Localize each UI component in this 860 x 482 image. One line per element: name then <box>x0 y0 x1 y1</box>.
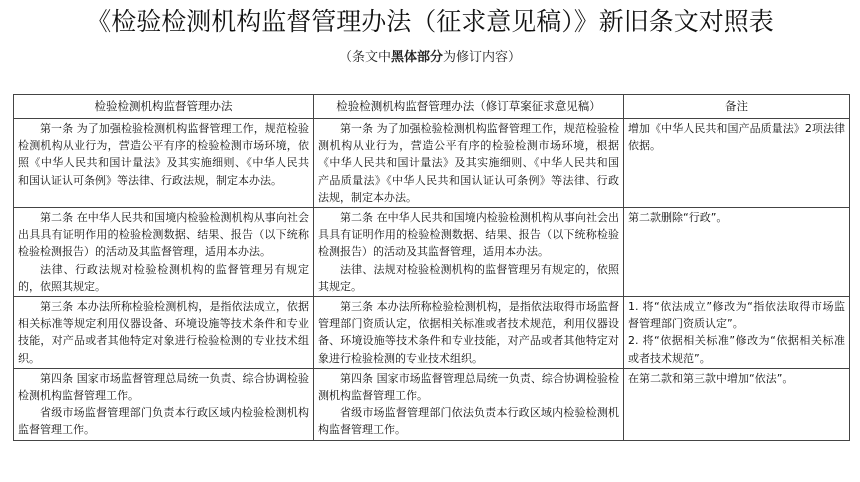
paragraph: 法律、法规对检验检测机构的监督管理另有规定的，依照其规定。 <box>318 262 619 293</box>
paragraph: 省级市场监督管理部门负责本行政区域内检验检测机构监督管理工作。 <box>18 406 309 437</box>
note-cell <box>624 297 850 369</box>
document-subtitle <box>0 48 860 68</box>
old-text-cell <box>14 119 314 208</box>
paragraph: 第一条 为了加强检验检测机构监督管理工作，规范检验检测机构从业行为，营造公平有序的检验检测市场环境，依照《中华人民共和国计量法》及其实施细则、《中华人民共和国认证认可条例》等法律、行政法规，制定本办法。 <box>18 122 309 187</box>
paragraph: 第一条 为了加强检验检测机构监督管理工作，规范检验检测机构从业行为，营造公平有序的检验检测市场环境，根据《中华人民共和国计量法》及其实施细则、《中华人民共和国产品质量法》《中华人民共和国认证认可条例》等法律、行政法规，制定本办法。 <box>318 122 619 204</box>
table-row <box>14 208 850 297</box>
subtitle-prefix: （条文中 <box>338 50 391 65</box>
new-text-cell <box>314 297 624 369</box>
paragraph: 第二条 在中华人民共和国境内检验检测机构从事向社会出具具有证明作用的检验检测数据、结果、报告（以下统称检验检测报告）的活动及其监督管理，适用本办法。 <box>318 211 619 259</box>
note-text: 1. 将“依法成立”修改为“指依法取得市场监督管理部门资质认定”。 <box>628 300 845 331</box>
header-new: 检验检测机构监督管理办法（修订草案征求意见稿） <box>314 95 624 119</box>
header-old: 检验检测机构监督管理办法 <box>14 95 314 119</box>
table-header-row <box>14 95 850 119</box>
old-text-cell <box>14 208 314 297</box>
note-cell <box>624 208 850 297</box>
note-text: 第二款删除“行政”。 <box>628 211 728 225</box>
paragraph: 省级市场监督管理部门依法负责本行政区域内检验检测机构监督管理工作。 <box>318 406 619 437</box>
new-text-cell <box>314 368 624 440</box>
subtitle-bold: 黑体部分 <box>390 50 443 65</box>
note-cell <box>624 368 850 440</box>
note-text: 在第二款和第三款中增加“依法”。 <box>628 371 794 385</box>
note-text: 2. 将“依据相关标准”修改为“依据相关标准或者技术规范”。 <box>628 334 845 365</box>
header-note: 备注 <box>624 95 850 119</box>
paragraph: 第四条 国家市场监督管理总局统一负责、综合协调检验检测机构监督管理工作。 <box>318 371 619 403</box>
paragraph: 第二条 在中华人民共和国境内检验检测机构从事向社会出具具有证明作用的检验检测数据、结果、报告（以下统称检验检测报告）的活动及其监督管理，适用本办法。 <box>18 211 309 259</box>
new-text-cell <box>314 119 624 208</box>
old-text-cell <box>14 368 314 440</box>
note-cell <box>624 119 850 208</box>
old-text-cell <box>14 297 314 369</box>
paragraph: 第四条 国家市场监督管理总局统一负责、综合协调检验检测机构监督管理工作。 <box>18 371 309 403</box>
paragraph: 第三条 本办法所称检验检测机构，是指依法成立，依据相关标准等规定利用仪器设备、环境设施等技术条件和专业技能，对产品或者其他特定对象进行检验检测的专业技术组织。 <box>18 300 309 365</box>
table-row <box>14 368 850 440</box>
document-title: 《检验检测机构监督管理办法（征求意见稿）》新旧条文对照表 <box>86 7 774 36</box>
table-row <box>14 119 850 208</box>
note-text: 增加《中华人民共和国产品质量法》2项法律依据。 <box>628 122 845 153</box>
comparison-table <box>13 94 850 441</box>
subtitle-suffix: 为修订内容） <box>443 50 522 65</box>
table-row <box>14 297 850 369</box>
new-text-cell <box>314 208 624 297</box>
paragraph: 法律、行政法规对检验检测机构的监督管理另有规定的，依照其规定。 <box>18 262 309 293</box>
paragraph: 第三条 本办法所称检验检测机构，是指依法取得市场监督管理部门资质认定，依据相关标准或者技术规范，利用仪器设备、环境设施等技术条件和专业技能，对产品或者其他特定对象进行检验检测的专业技术组织。 <box>318 300 619 365</box>
